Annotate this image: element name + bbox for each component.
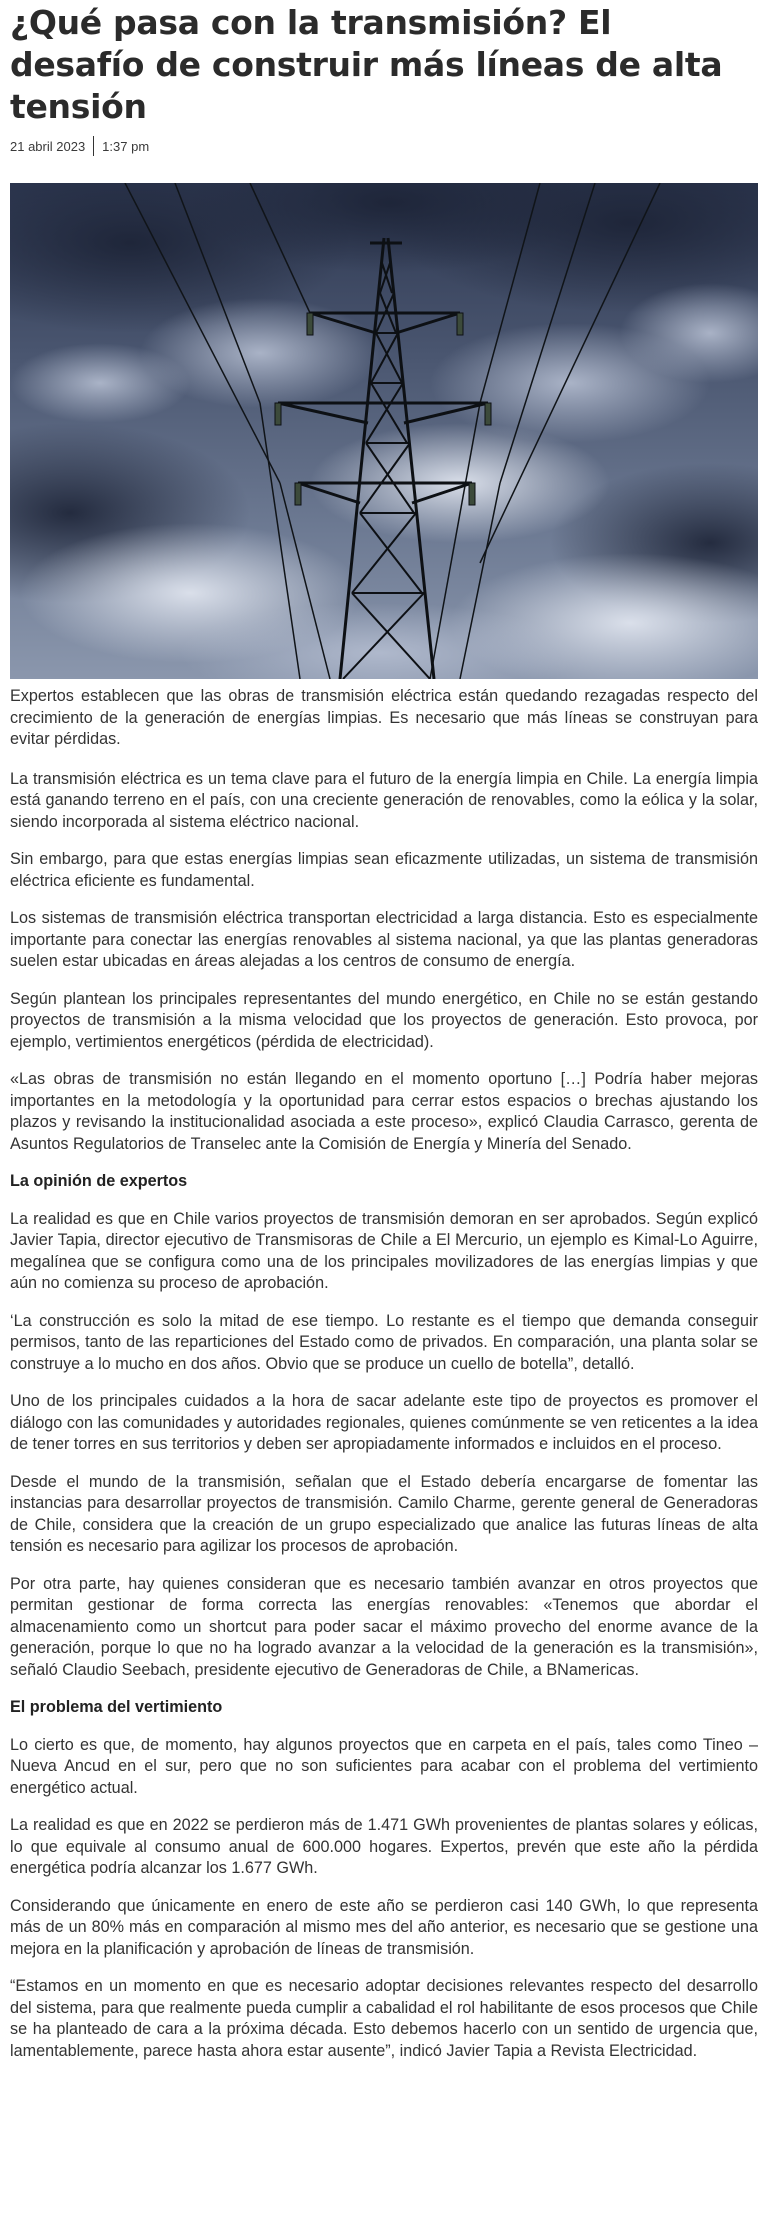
article-page: [10, 0, 758, 2060]
meta-divider: [93, 136, 94, 156]
publish-time: 1:37 pm: [102, 138, 150, 154]
paragraph: ‘La construcción es solo la mitad de ese tiempo. Lo restante es el tiempo que demanda conseguir permisos, tanto de las reparticiones del Estado como de privados. En comparación, una planta solar se construye a lo mucho en dos años. Obvio que se produce un cuello de botella”, detalló.: [10, 1311, 758, 1373]
paragraph: Por otra parte, hay quienes consideran que es necesario también avanzar en otros proyectos que permitan gestionar de forma correcta las energías renovables: «Tenemos que abordar el almacenamiento como un shortcut para poder sacar el máximo provecho del enorme avance de la generación, porque lo que no ha logrado avanzar a la velocidad de la generación es la transmisión», señaló Claudio Seebach, presidente ejecutivo de Generadoras de Chile, a BNamericas.: [10, 1574, 758, 1679]
paragraph: Considerando que únicamente en enero de este año se perdieron casi 140 GWh, lo que representa más de un 80% más en comparación al mismo mes del año anterior, es necesario que se gestione una mejora en la planificación y aprobación de líneas de transmisión.: [10, 1896, 758, 1958]
paragraph: Los sistemas de transmisión eléctrica transportan electricidad a larga distancia. Esto es especialmente importante para conectar las energías renovables al sistema nacional, ya que las plantas generadoras suelen estar ubicadas en áreas alejadas a los centros de consumo de energía.: [10, 909, 758, 970]
paragraph: Uno de los principales cuidados a la hora de sacar adelante este tipo de proyectos es promover el diálogo con las comunidades y autoridades regionales, quienes comúnmente se ven reticentes a la idea de tener torres en sus territorios y deben ser apropiadamente informados e incluidos en el proceso.: [10, 1392, 758, 1453]
paragraph: La realidad es que en 2022 se perdieron más de 1.471 GWh provenientes de plantas solares y eólicas, lo que equivale al consumo anual de 600.000 hogares. Expertos, prevén que este año la pérdida energética podría alcanzar los 1.677 GWh.: [10, 1816, 758, 1877]
article-meta: [10, 136, 758, 156]
section-heading: El problema del vertimiento: [10, 1698, 223, 1716]
paragraph: Lo cierto es que, de momento, hay algunos proyectos que en carpeta en el país, tales como Tineo – Nueva Ancud en el sur, pero que no son suficientes para acabar con el problema del vertimiento energético actual.: [10, 1735, 758, 1797]
paragraph: La realidad es que en Chile varios proyectos de transmisión demoran en ser aprobados. Según explicó Javier Tapia, director ejecutivo de Transmisoras de Chile a El Mercurio, un ejemplo es Kimal-Lo Aguirre, megalínea que se configura como una de los principales movilizadores de las energías limpias y que aún no comienza su proceso de aprobación.: [10, 1209, 758, 1292]
article-body: [10, 686, 758, 2078]
paragraph: «Las obras de transmisión no están llegando en el momento oportuno […] Podría haber mejoras importantes en la metodología y la oportunidad para cerrar estos espacios o brechas ajustando los plazos y revisando la institucionalidad asociada a este proceso», explicó Claudia Carrasco, gerenta de Asuntos Regulatorios de Transelec ante la Comisión de Energía y Minería del Senado.: [10, 1070, 758, 1153]
paragraph: Sin embargo, para que estas energías limpias sean eficazmente utilizadas, un sistema de transmisión eléctrica eficiente es fundamental.: [10, 850, 758, 890]
article-title: ¿Qué pasa con la transmisión? El desafío de construir más líneas de alta tensión: [10, 3, 723, 126]
paragraph: Según plantean los principales representantes del mundo energético, en Chile no se están gestando proyectos de transmisión a la misma velocidad que los proyectos de generación. Esto provoca, por ejemplo, vertimientos energéticos (pérdida de electricidad).: [10, 989, 758, 1051]
paragraph: “Estamos en un momento en que es necesario adoptar decisiones relevantes respecto del desarrollo del sistema, para que realmente pueda cumplir a cabalidad el rol habilitante de esos procesos que Chile se ha planteado de cara a la próxima década. Esto debemos hacerlo con un sentido de urgencia que, lamentablemente, parece hasta ahora estar ausente”, indicó Javier Tapia a Revista Electricidad.: [10, 1977, 758, 2060]
hero-image: [10, 183, 758, 679]
paragraph: La transmisión eléctrica es un tema clave para el futuro de la energía limpia en Chile. La energía limpia está ganando terreno en el país, con una creciente generación de renovables, como la eólica y la solar, siendo incorporada al sistema eléctrico nacional.: [10, 769, 758, 831]
publish-date: 21 abril 2023: [10, 138, 86, 154]
section-heading: La opinión de expertos: [10, 1172, 188, 1190]
transmission-tower-photo: [10, 183, 758, 679]
paragraph: Desde el mundo de la transmisión, señalan que el Estado debería encargarse de fomentar las instancias para desarrollar proyectos de transmisión. Camilo Charme, gerente general de Generadoras de Chile, considera que la creación de un grupo especializado que analice las futuras líneas de alta tensión es necesario para agilizar los procesos de aprobación.: [10, 1472, 758, 1555]
image-caption: Expertos establecen que las obras de transmisión eléctrica están quedando rezagadas respecto del crecimiento de la generación de energías limpias. Es necesario que más líneas se construyan para evitar pérdidas.: [10, 687, 758, 748]
